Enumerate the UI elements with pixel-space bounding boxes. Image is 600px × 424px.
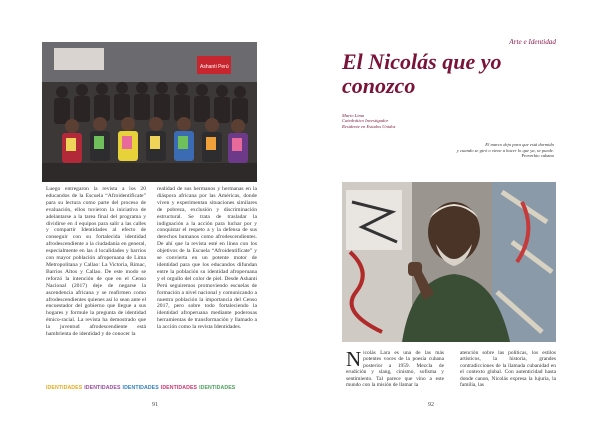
group-photo <box>42 42 257 182</box>
section-label: Arte e Identidad <box>509 38 556 46</box>
left-column-1: Luego entregaron la revista a los 20 educandos de la Escuela “Afroidentificate” para su lectura como parte del proceso de evaluación, ellos tuvieron la iniciativa de adelantarse a la tarea final del programa y dividirse en 4 equipos para salir a las calles y compartir Identidades al efecto de conseguir con su fortalecida identidad afrodescendiente a la ciudadanía en general, especialmente en las 4 localidades y barrios con mayor población afroperuana de Lima Metropolitana y Callao: La Victoria, Rimac, Barrios Altos y Callao. De este modo se reforzó la intención de que en el Censo Nacional (2017) deje de negarse la ascendencia africana y se reafirmen como afrodescendientes quienes así lo sean ante el encuestador del gobierno que llegue a sus hogares y formule la pregunta de identidad étnico-racial. La revista ha demostrado que la juventud afrodescendiente está hambrienta de identidad y de conocer la <box>46 186 146 338</box>
epigraph-line-1: El marco dejo para que está dormido <box>485 142 554 147</box>
footer-word-3: IDENTIDADES <box>122 385 159 391</box>
byline-author: Mario Lima <box>342 113 365 118</box>
byline-affiliation: Residente en Estados Unidos <box>342 123 396 129</box>
right-column-1-text: icolás Lara es una de las más potentes voces de la poesía cubana posterior a 1959. Mezcla de erudición y slang, cinismo, sofisma y sentimiento. Tal parece que vino a este mundo con la misión de llamar la <box>346 350 444 389</box>
left-page <box>42 30 300 414</box>
left-column-2: realidad de sus hermanos y hermanas en la diáspora africana por las Américas, donde viven y experimentan situaciones similares de pobreza, exclusión y discriminación estructural. Se trata de trasladar la indignación a la acción para luchar por y conquistar el respeto a y la defensa de sus derechos humanos como afrodescendientes. De ahí que la revista esté en línea con los objetivos de la Escuela “Afroidentifícate” y se convierta en un potente motor de identidad para que los educandos difundan entre la población su identidad afroperuana y el orgullo del color de piel. Desde Ashanti Perú seguiremos promoviendo escuelas de formación a nivel nacional y comunicando a nuestra población la importancia del Censo 2017, pero sobre todo fortaleciendo la identidad afroperuana mediante poderosas herramientas de transformación y llamado a la acción como la revista Identidades. <box>157 186 257 331</box>
footer-word-1: IDENTIDADES <box>46 385 83 391</box>
page-number-left: 91 <box>152 402 158 408</box>
article-title: El Nicolás que yo conozco <box>342 49 502 98</box>
right-column-1 <box>346 347 444 389</box>
byline-role: Catedrático Investigador <box>342 118 389 124</box>
footer-word-5: IDENTIDADES <box>199 385 236 391</box>
drop-cap: N <box>346 347 362 371</box>
right-page <box>300 30 558 414</box>
footer-word-4: IDENTIDADES <box>160 385 198 391</box>
page-number-right: 92 <box>428 402 434 408</box>
right-column-2: atención sobre las políticas, los estilos artísticos, la historia, grandes contradicciones de la llamada cubanidad en el contexto global. Con autenticidad hasta donde canon, Nicolás expresa la lujuria, la familia, las <box>460 350 556 389</box>
epigraph <box>394 142 554 159</box>
byline <box>342 113 395 129</box>
banner-text: Ashanti Perú <box>200 64 229 70</box>
identidades-footer-strip <box>46 383 258 393</box>
footer-word-2: IDENTIDADES <box>84 385 121 391</box>
epigraph-source: Proverbio cubano <box>521 153 554 159</box>
epigraph-line-2: y cuando se giró o viene a hacer lo que ya, se puede. <box>456 147 554 153</box>
poet-portrait-photo <box>342 182 556 342</box>
